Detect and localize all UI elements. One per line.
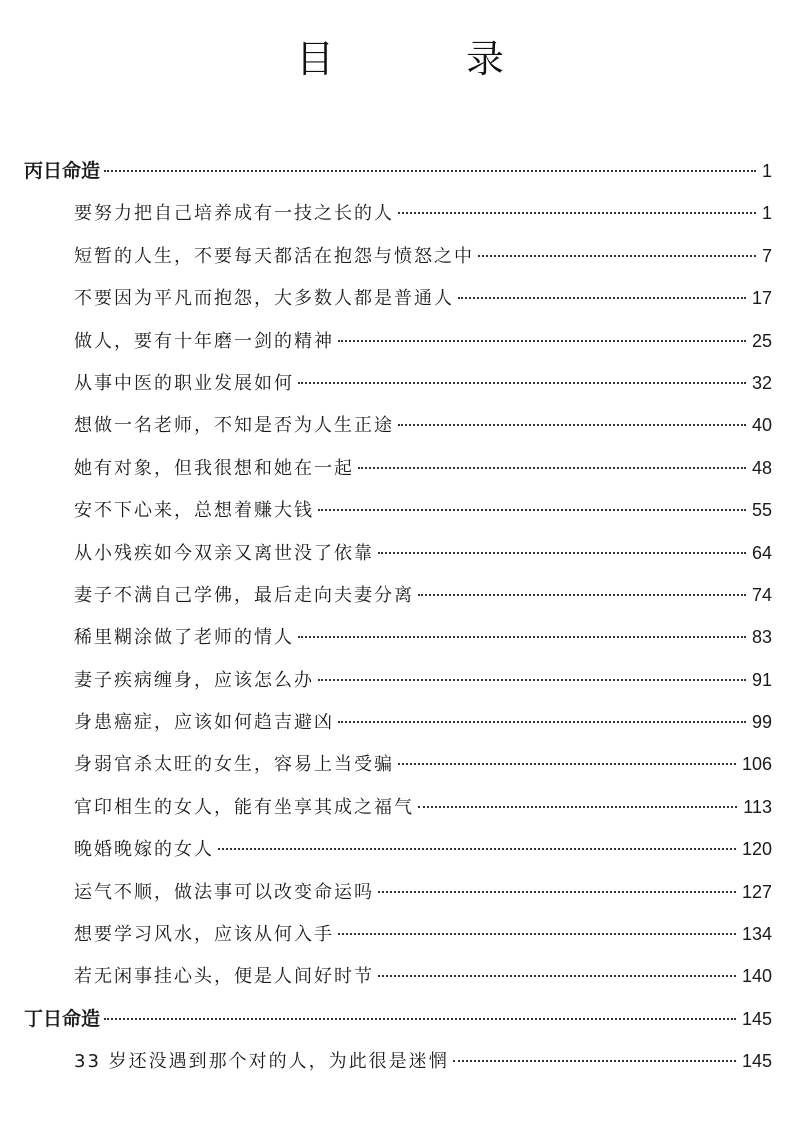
dot-leader <box>478 255 756 257</box>
dot-leader <box>298 382 746 384</box>
dot-leader <box>418 594 746 596</box>
toc-entry-page-number: 64 <box>751 542 772 563</box>
toc-entry[interactable] <box>20 786 772 828</box>
toc-entry-page-number: 145 <box>741 1008 772 1029</box>
dot-leader <box>398 424 746 426</box>
dot-leader <box>378 552 746 554</box>
toc-entry-page-number: 113 <box>743 796 772 817</box>
toc-entry-page-number: 106 <box>741 754 772 775</box>
dot-leader <box>378 975 736 977</box>
toc-section-entry[interactable] <box>20 150 772 192</box>
toc-entry-title: 妻子不满自己学佛，最后走向夫妻分离 <box>74 584 414 606</box>
dot-leader <box>338 340 746 342</box>
toc-entry[interactable] <box>20 447 772 489</box>
toc-entry[interactable] <box>20 701 772 743</box>
toc-entry-page-number: 1 <box>761 161 772 181</box>
dot-leader <box>298 636 746 638</box>
toc-entry-title: 安不下心来，总想着赚大钱 <box>74 500 314 522</box>
toc-entry-title: 要努力把自己培养成有一技之长的人 <box>74 203 394 225</box>
toc-entry-page-number: 91 <box>751 669 772 690</box>
toc-entry-title: 短暂的人生，不要每天都活在抱怨与愤怒之中 <box>74 245 474 267</box>
toc-entry-title: 稀里糊涂做了老师的情人 <box>74 627 294 649</box>
dot-leader <box>318 679 746 681</box>
toc-entry-title: 丁日命造 <box>24 1007 101 1030</box>
dot-leader <box>358 467 746 469</box>
toc-entry[interactable] <box>20 913 772 955</box>
toc-entry[interactable] <box>20 871 772 913</box>
toc-entry-page-number: 127 <box>741 881 772 902</box>
toc-entry[interactable] <box>20 743 772 785</box>
toc-entry[interactable] <box>20 532 772 574</box>
toc-entry-title: 从事中医的职业发展如何 <box>74 372 294 394</box>
toc-section-entry[interactable] <box>20 998 772 1040</box>
dot-leader <box>398 763 736 765</box>
toc-entry-page-number: 134 <box>741 924 772 945</box>
toc-entry-page-number: 7 <box>761 245 772 266</box>
toc-entry[interactable] <box>20 404 772 446</box>
dot-leader <box>218 848 736 850</box>
dot-leader <box>318 509 746 511</box>
toc-entry[interactable] <box>20 574 772 616</box>
dot-leader <box>418 806 737 808</box>
toc-entry[interactable] <box>20 320 772 362</box>
toc-entry-title: 妻子疾病缠身，应该怎么办 <box>74 669 314 691</box>
table-of-contents <box>20 150 772 1083</box>
dot-leader <box>338 933 736 935</box>
page-title: 目 录 <box>295 37 565 81</box>
toc-entry-page-number: 120 <box>741 839 772 860</box>
toc-entry-page-number: 1 <box>761 203 772 224</box>
dot-leader <box>453 1060 736 1062</box>
toc-entry-title: 她有对象，但我很想和她在一起 <box>74 457 354 479</box>
toc-entry-title: 晚婚晚嫁的女人 <box>74 839 214 861</box>
toc-entry-page-number: 99 <box>751 712 772 733</box>
toc-entry-page-number: 40 <box>751 415 772 436</box>
toc-entry-title: 运气不顺，做法事可以改变命运吗 <box>74 881 374 903</box>
dot-leader <box>398 212 756 214</box>
toc-entry-title: 33 岁还没遇到那个对的人，为此很是迷惘 <box>74 1051 449 1073</box>
toc-entry-page-number: 48 <box>751 457 772 478</box>
toc-entry-page-number: 145 <box>741 1051 772 1072</box>
dot-leader <box>104 1018 736 1020</box>
dot-leader <box>338 721 746 723</box>
toc-entry-title: 身患癌症，应该如何趋吉避凶 <box>74 712 334 734</box>
toc-entry-page-number: 140 <box>741 966 772 987</box>
toc-entry[interactable] <box>20 362 772 404</box>
toc-entry-title: 官印相生的女人，能有坐享其成之福气 <box>74 796 414 818</box>
toc-entry[interactable] <box>20 235 772 277</box>
dot-leader <box>378 891 736 893</box>
toc-entry-page-number: 83 <box>751 627 772 648</box>
toc-entry-title: 若无闲事挂心头，便是人间好时节 <box>74 966 374 988</box>
toc-entry-title: 想要学习风水，应该从何入手 <box>74 924 334 946</box>
toc-entry[interactable] <box>20 489 772 531</box>
toc-entry-title: 做人，要有十年磨一剑的精神 <box>74 330 334 352</box>
toc-entry-title: 想做一名老师，不知是否为人生正途 <box>74 415 394 437</box>
toc-entry-page-number: 74 <box>751 584 772 605</box>
toc-entry[interactable] <box>20 192 772 234</box>
toc-entry-title: 不要因为平凡而抱怨，大多数人都是普通人 <box>74 288 454 310</box>
toc-entry[interactable] <box>20 1040 772 1082</box>
toc-entry[interactable] <box>20 955 772 997</box>
toc-entry-title: 丙日命造 <box>24 160 101 182</box>
toc-entry-title: 从小残疾如今双亲又离世没了依靠 <box>74 542 374 564</box>
toc-entry[interactable] <box>20 659 772 701</box>
toc-entry[interactable] <box>20 277 772 319</box>
toc-entry-page-number: 32 <box>751 372 772 393</box>
toc-entry[interactable] <box>20 616 772 658</box>
toc-entry[interactable] <box>20 828 772 870</box>
dot-leader <box>104 170 756 172</box>
toc-entry-title: 身弱官杀太旺的女生，容易上当受骗 <box>74 754 394 776</box>
dot-leader <box>458 297 746 299</box>
toc-entry-page-number: 17 <box>751 288 772 309</box>
toc-entry-page-number: 55 <box>751 500 772 521</box>
toc-entry-page-number: 25 <box>751 330 772 351</box>
